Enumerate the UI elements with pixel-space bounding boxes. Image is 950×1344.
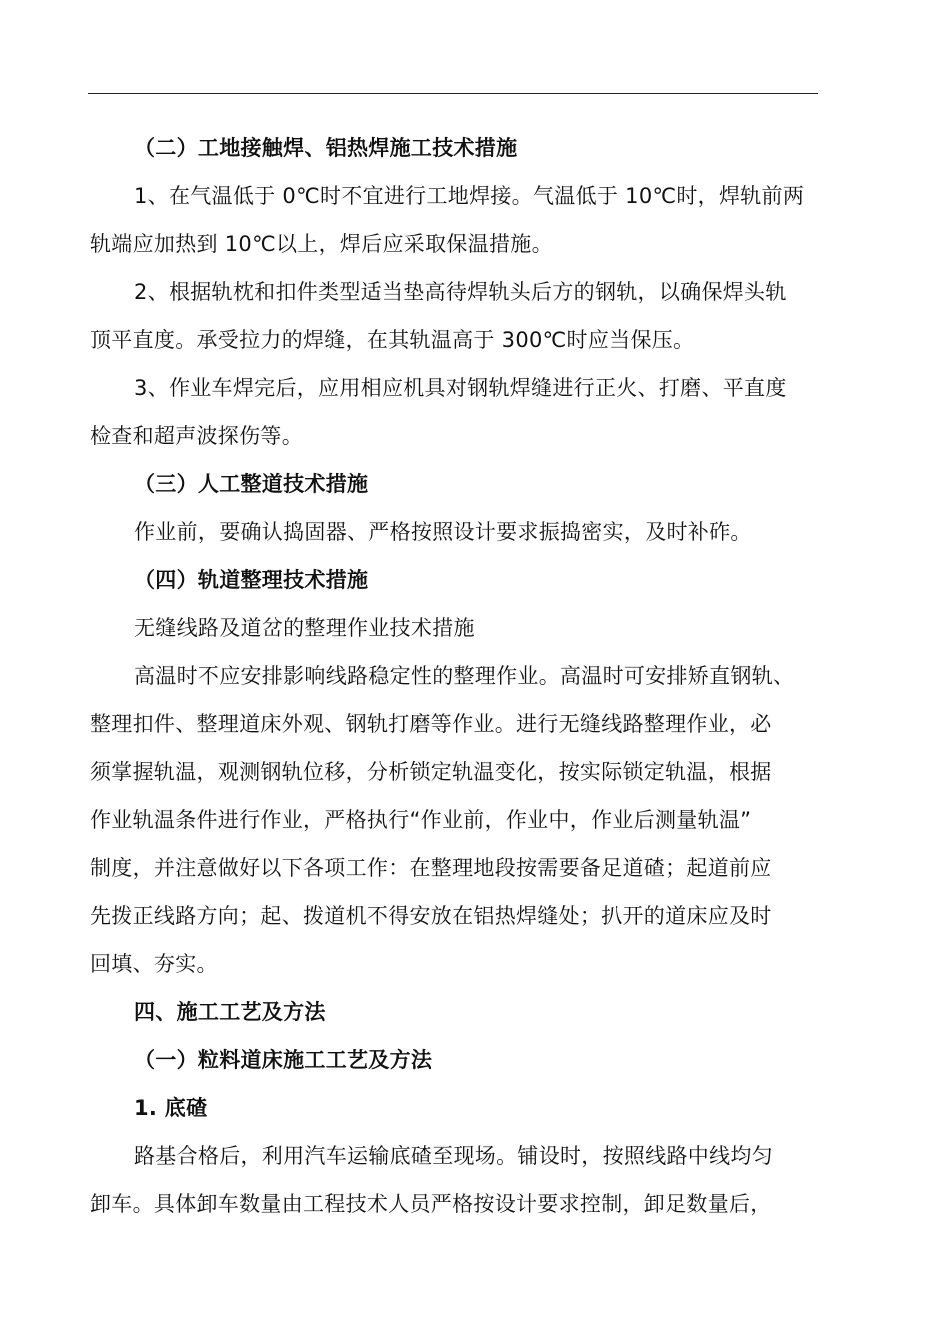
paragraph-line: 1、在气温低于 0℃时不宜进行工地焊接。气温低于 10℃时，焊轨前两: [134, 184, 805, 208]
heading-subballast: 1. 底碴: [134, 1096, 208, 1120]
paragraph-line: 整理扣件、整理道床外观、钢轨打磨等作业。进行无缝线路整理作业，必: [90, 712, 772, 736]
document-body: [90, 124, 818, 1228]
paragraph-line: 须掌握轨温，观测钢轨位移，分析锁定轨温变化，按实际锁定轨温，根据: [90, 760, 772, 784]
paragraph-line: 无缝线路及道岔的整理作业技术措施: [134, 616, 475, 640]
heading-ballast-bed-process: （一）粒料道床施工工艺及方法: [134, 1048, 433, 1072]
heading-contact-welding-measures: （二）工地接触焊、铝热焊施工技术措施: [134, 136, 518, 160]
paragraph-line: 路基合格后，利用汽车运输底碴至现场。铺设时，按照线路中线均匀: [134, 1144, 773, 1168]
paragraph-line: 制度，并注意做好以下各项工作：在整理地段按需要备足道碴；起道前应: [90, 856, 772, 880]
heading-manual-track-adjustment: （三）人工整道技术措施: [134, 472, 369, 496]
heading-track-finishing-measures: （四）轨道整理技术措施: [134, 568, 369, 592]
paragraph-line: 2、根据轨枕和扣件类型适当垫高待焊轨头后方的钢轨，以确保焊头轨: [134, 280, 787, 304]
paragraph-line: 轨端应加热到 10℃以上，焊后应采取保温措施。: [90, 232, 553, 256]
paragraph-line: 先拨正线路方向；起、拨道机不得安放在铝热焊缝处；扒开的道床应及时: [90, 904, 772, 928]
header-rule: [88, 93, 818, 94]
paragraph-line: 卸车。具体卸车数量由工程技术人员严格按设计要求控制，卸足数量后，: [90, 1192, 772, 1216]
heading-construction-process: 四、施工工艺及方法: [134, 1000, 326, 1024]
paragraph-line: 顶平直度。承受拉力的焊缝，在其轨温高于 300℃时应当保压。: [90, 328, 695, 352]
paragraph-line: 高温时不应安排影响线路稳定性的整理作业。高温时可安排矫直钢轨、: [134, 664, 795, 688]
paragraph-line: 3、作业车焊完后，应用相应机具对钢轨焊缝进行正火、打磨、平直度: [134, 376, 787, 400]
paragraph-line: 检查和超声波探伤等。: [90, 424, 303, 448]
paragraph-line: 回填、夯实。: [90, 952, 218, 976]
paragraph-line: 作业轨温条件进行作业，严格执行“作业前，作业中，作业后测量轨温”: [90, 808, 752, 832]
paragraph-line: 作业前，要确认捣固器、严格按照设计要求振捣密实，及时补砟。: [134, 520, 752, 544]
